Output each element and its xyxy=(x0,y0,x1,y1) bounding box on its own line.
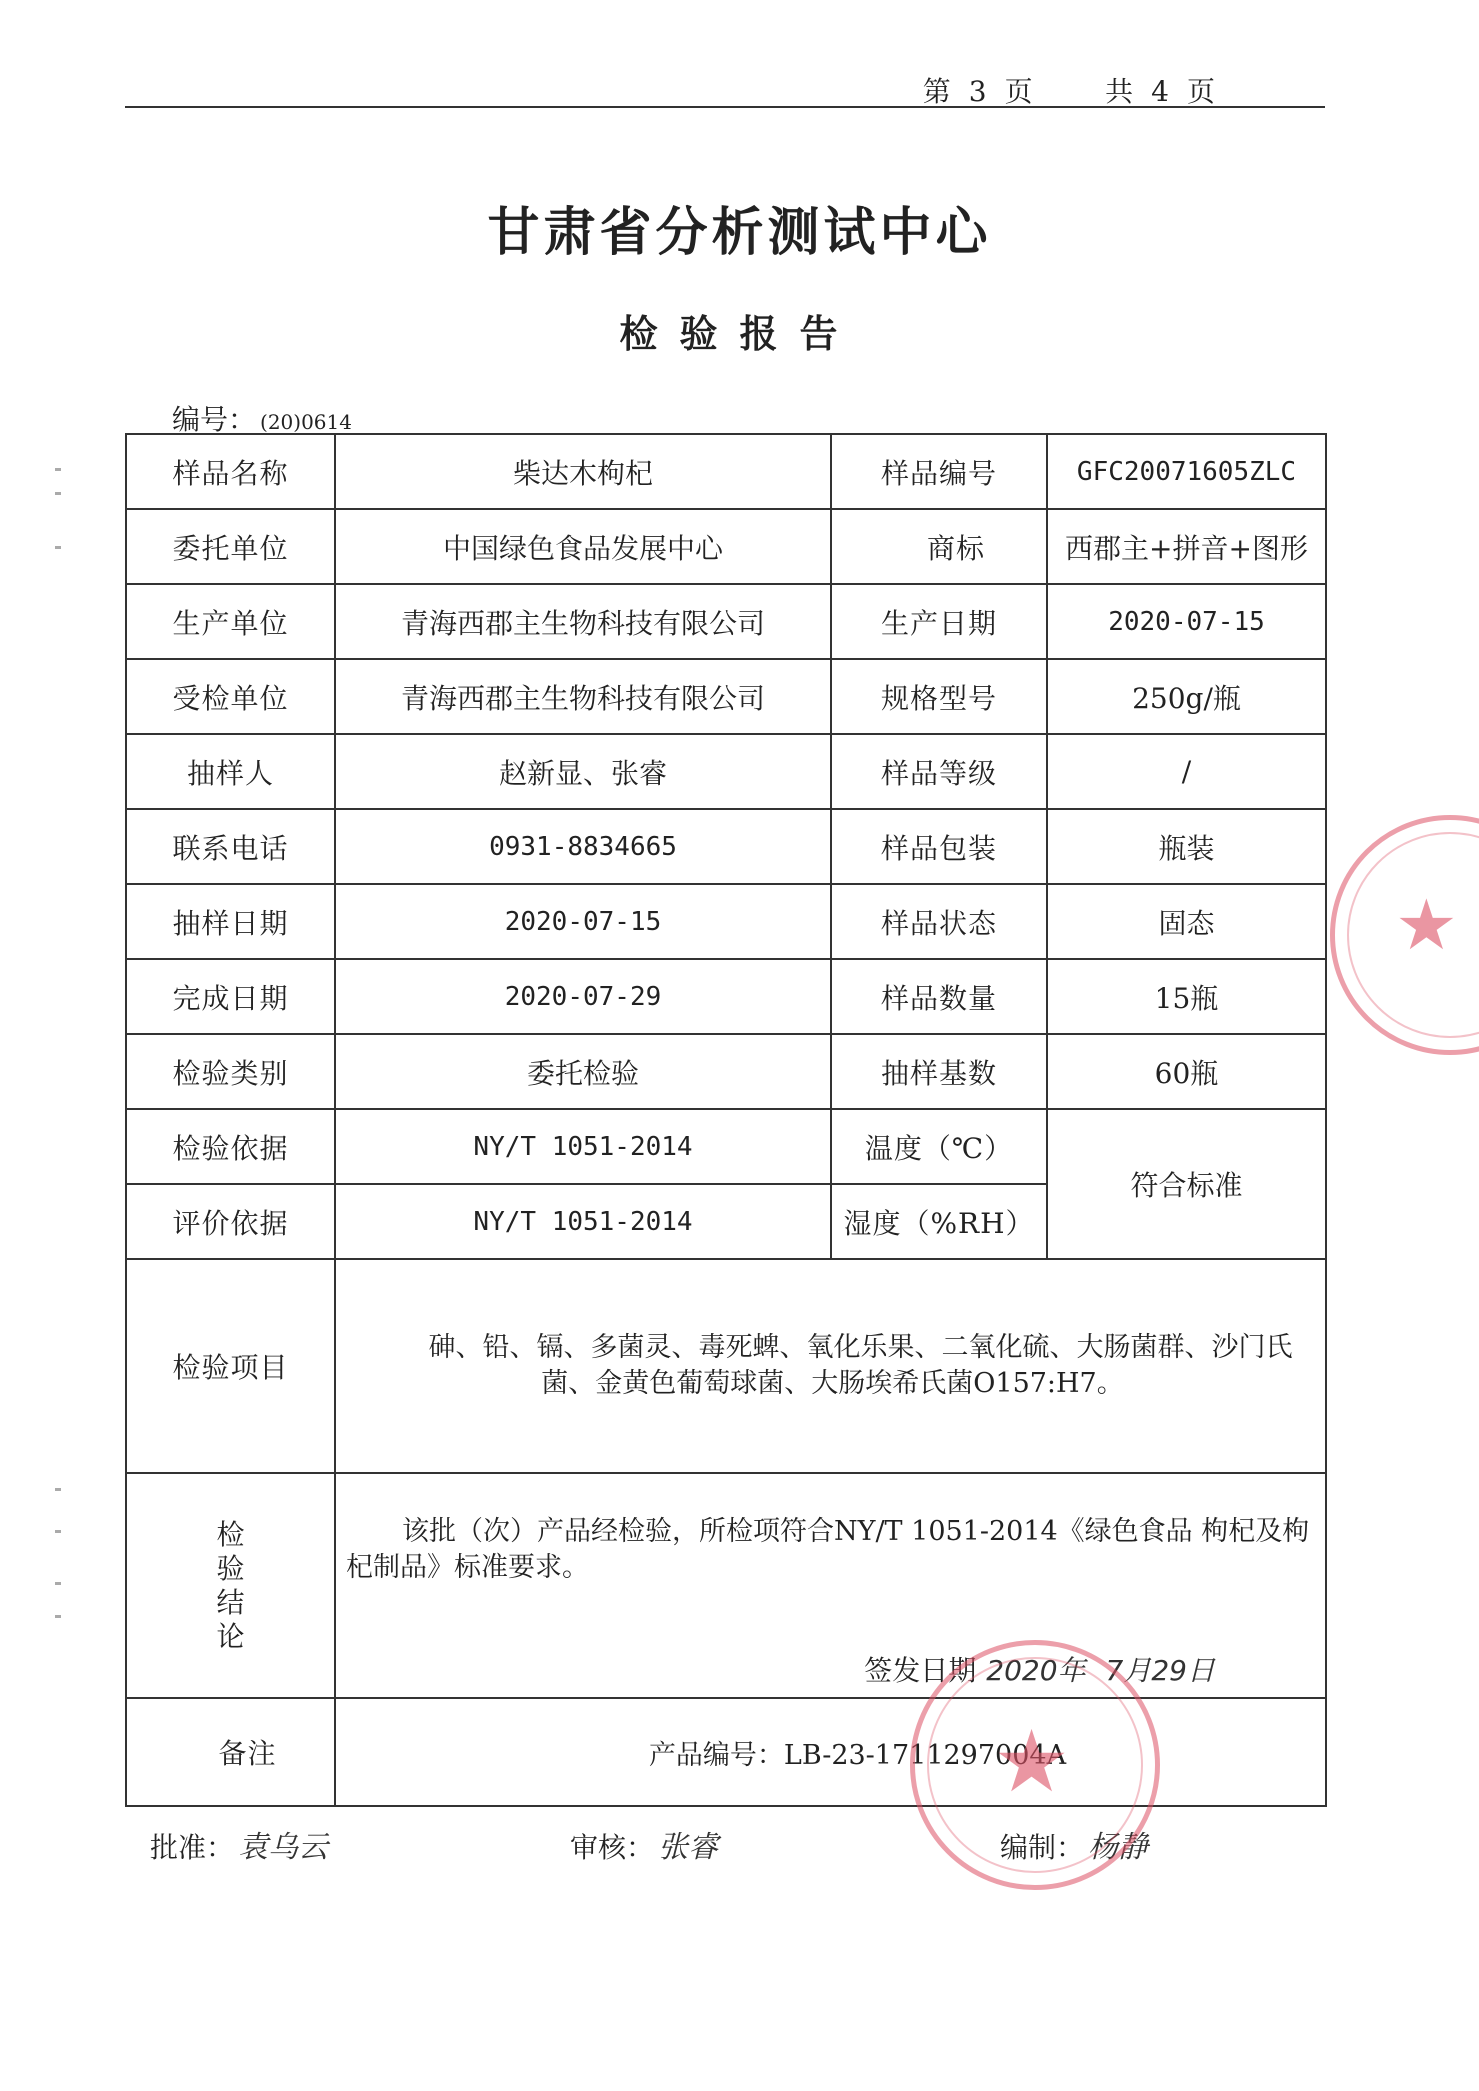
table-row xyxy=(126,1034,1326,1109)
conclusion-label-char: 结 xyxy=(216,1585,245,1619)
report-number-label: 编号： xyxy=(172,403,257,436)
producer-value: 青海西郡主生物科技有限公司 xyxy=(335,584,831,659)
conclusion-text: 该批（次）产品经检验，所检项符合NY/T 1051-2014《绿色食品 枸杞及枸杞制品》标准要求。 xyxy=(346,1516,1310,1583)
conclusion-cell xyxy=(335,1473,1326,1698)
sample-quantity-label: 样品数量 xyxy=(831,959,1047,1034)
issue-date-year: 2020年 xyxy=(986,1654,1086,1687)
sampling-date-value: 2020-07-15 xyxy=(335,884,831,959)
report-number xyxy=(172,398,352,438)
total-word: 页 xyxy=(1186,75,1217,108)
margin-mark xyxy=(55,1488,61,1491)
official-stamp-edge xyxy=(1330,815,1479,1055)
report-table xyxy=(125,433,1327,1812)
sample-grade-label: 样品等级 xyxy=(831,734,1047,809)
table-row xyxy=(126,734,1326,809)
production-date-label: 生产日期 xyxy=(831,584,1047,659)
trademark-label: 商标 xyxy=(831,509,1047,584)
conclusion-label-char: 验 xyxy=(216,1551,245,1585)
total-pages: 4 xyxy=(1151,75,1171,108)
stamp-star-icon: ★ xyxy=(993,1712,1071,1812)
page-header xyxy=(125,70,1325,108)
sample-state-value: 固态 xyxy=(1047,884,1326,959)
humidity-label: 湿度（%RH） xyxy=(831,1184,1047,1259)
margin-mark xyxy=(55,468,61,471)
specification-value: 250g/瓶 xyxy=(1047,659,1326,734)
table-row xyxy=(126,884,1326,959)
reviewer-label: 审核： xyxy=(570,1831,655,1864)
inspection-type-label: 检验类别 xyxy=(126,1034,335,1109)
producer-label: 生产单位 xyxy=(126,584,335,659)
total-prefix: 共 xyxy=(1105,75,1136,108)
sample-name-label: 样品名称 xyxy=(126,434,335,509)
sample-id-label: 样品编号 xyxy=(831,434,1047,509)
sample-name-value: 柴达木枸杞 xyxy=(335,434,831,509)
margin-mark xyxy=(55,1615,61,1618)
sampling-base-label: 抽样基数 xyxy=(831,1034,1047,1109)
inspection-type-value: 委托检验 xyxy=(335,1034,831,1109)
trademark-value: 西郡主+拼音+图形 xyxy=(1047,509,1326,584)
report-number-value: (20)0614 xyxy=(260,410,352,434)
table-row xyxy=(126,659,1326,734)
phone-value: 0931-8834665 xyxy=(335,809,831,884)
production-date-value: 2020-07-15 xyxy=(1047,584,1326,659)
margin-mark xyxy=(55,492,61,495)
packaging-label: 样品包装 xyxy=(831,809,1047,884)
approver-signature-mark: 袁乌云 xyxy=(238,1830,329,1865)
editor-label: 编制： xyxy=(1000,1831,1085,1864)
sample-quantity-value: 15瓶 xyxy=(1047,959,1326,1034)
table-row xyxy=(126,584,1326,659)
inspection-items-label: 检验项目 xyxy=(126,1259,335,1473)
environment-value: 符合标准 xyxy=(1047,1109,1326,1259)
completion-date-value: 2020-07-29 xyxy=(335,959,831,1034)
stamp-star-icon: ★ xyxy=(1395,884,1458,966)
sampling-base-value: 60瓶 xyxy=(1047,1034,1326,1109)
official-stamp-main xyxy=(910,1640,1160,1890)
evaluation-basis-value: NY/T 1051-2014 xyxy=(335,1184,831,1259)
approver-label: 批准： xyxy=(150,1831,235,1864)
test-basis-value: NY/T 1051-2014 xyxy=(335,1109,831,1184)
table-row xyxy=(126,434,1326,509)
margin-mark xyxy=(55,546,61,549)
conclusion-label-char: 论 xyxy=(216,1619,245,1653)
sample-id-value: GFC20071605ZLC xyxy=(1047,434,1326,509)
inspection-items-row xyxy=(126,1259,1326,1473)
inspected-unit-label: 受检单位 xyxy=(126,659,335,734)
margin-mark xyxy=(55,1530,61,1533)
phone-label: 联系电话 xyxy=(126,809,335,884)
temperature-label: 温度（℃） xyxy=(831,1109,1047,1184)
client-label: 委托单位 xyxy=(126,509,335,584)
issue-date-month-day: 7月29日 xyxy=(1105,1654,1215,1687)
page-number xyxy=(915,70,1225,110)
table-row xyxy=(126,509,1326,584)
conclusion-row xyxy=(126,1473,1326,1698)
packaging-value: 瓶装 xyxy=(1047,809,1326,884)
page-word: 页 xyxy=(1004,75,1035,108)
sample-state-label: 样品状态 xyxy=(831,884,1047,959)
conclusion-label-char: 检 xyxy=(216,1517,245,1551)
margin-mark xyxy=(55,1582,61,1585)
table-row xyxy=(126,1109,1326,1184)
sample-grade-value: / xyxy=(1047,734,1326,809)
editor-signature-mark: 杨静 xyxy=(1088,1830,1149,1865)
sampler-value: 赵新显、张睿 xyxy=(335,734,831,809)
page-prefix: 第 xyxy=(922,75,953,108)
conclusion-label xyxy=(126,1473,335,1698)
client-value: 中国绿色食品发展中心 xyxy=(335,509,831,584)
test-basis-label: 检验依据 xyxy=(126,1109,335,1184)
organization-title: 甘肃省分析测试中心 xyxy=(487,202,992,263)
remarks-text: 产品编号：LB-23-1711297004A xyxy=(335,1698,1326,1806)
approver-signature xyxy=(150,1822,328,1866)
inspection-items-text: 砷、铅、镉、多菌灵、毒死蜱、氧化乐果、二氧化硫、大肠菌群、沙门氏菌、金黄色葡萄球菌、大肠埃希氏菌O157:H7。 xyxy=(335,1259,1326,1473)
evaluation-basis-label: 评价依据 xyxy=(126,1184,335,1259)
sampling-date-label: 抽样日期 xyxy=(126,884,335,959)
specification-label: 规格型号 xyxy=(831,659,1047,734)
sampler-label: 抽样人 xyxy=(126,734,335,809)
reviewer-signature xyxy=(570,1822,718,1866)
reviewer-signature-mark: 张睿 xyxy=(658,1830,719,1865)
table-row xyxy=(126,959,1326,1034)
current-page: 3 xyxy=(968,75,989,108)
remarks-label: 备注 xyxy=(126,1698,335,1806)
report-title: 检验报告 xyxy=(619,311,860,356)
table-row xyxy=(126,809,1326,884)
completion-date-label: 完成日期 xyxy=(126,959,335,1034)
issue-date-label: 签发日期 xyxy=(864,1654,977,1687)
inspected-unit-value: 青海西郡主生物科技有限公司 xyxy=(335,659,831,734)
